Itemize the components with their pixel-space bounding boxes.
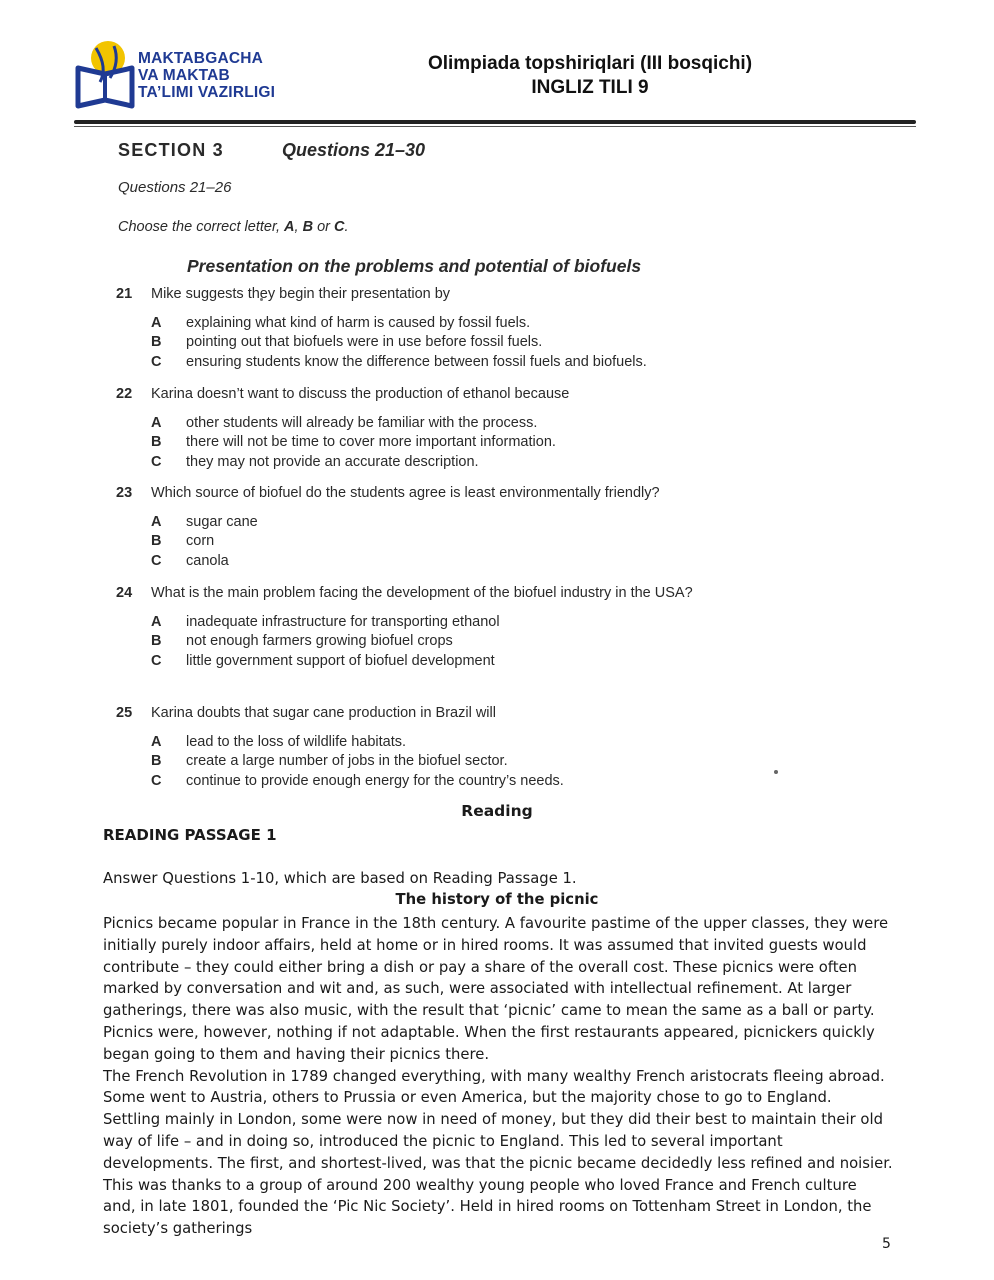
option-text: little government support of biofuel development xyxy=(186,652,495,669)
page-number: 5 xyxy=(882,1236,891,1252)
question-stem: Karina doesn’t want to discuss the production of ethanol because xyxy=(151,386,570,402)
option-text: not enough farmers growing biofuel crops xyxy=(186,633,453,649)
options-list xyxy=(151,733,756,792)
option-letter: B xyxy=(151,753,162,769)
answer-instruction: Answer Questions 1-10, which are based on Reading Passage 1. xyxy=(103,870,577,887)
question-stem: Karina doubts that sugar cane production in Brazil will xyxy=(151,705,496,721)
option-letter: C xyxy=(151,652,162,669)
option-letter: C xyxy=(151,353,162,370)
ministry-logo-icon xyxy=(74,38,136,110)
ministry-name-line: VA MAKTAB xyxy=(138,67,230,84)
option-letter: B xyxy=(151,334,162,350)
option-text: they may not provide an accurate description. xyxy=(186,453,479,470)
question-number: 25 xyxy=(116,705,133,721)
options-list xyxy=(151,513,756,572)
option-text: inadequate infrastructure for transporting ethanol xyxy=(186,613,500,630)
instruction xyxy=(118,219,349,235)
options-list xyxy=(151,314,756,373)
instruction-end: . xyxy=(344,219,349,235)
options-list xyxy=(151,414,756,473)
options-list xyxy=(151,613,716,672)
instruction-letter-b: B xyxy=(302,219,314,235)
option-b xyxy=(151,333,756,353)
option-b xyxy=(151,433,756,453)
option-text: pointing out that biofuels were in use before fossil fuels. xyxy=(186,334,543,350)
question-24 xyxy=(116,584,716,671)
option-text: create a large number of jobs in the biofuel sector. xyxy=(186,753,508,769)
option-b xyxy=(151,632,716,652)
subject-title: INGLIZ TILI 9 xyxy=(531,77,649,98)
instruction-text: Choose the correct letter, xyxy=(118,219,285,235)
question-25 xyxy=(116,704,756,791)
option-a xyxy=(151,733,756,753)
option-text: other students will already be familiar with the process. xyxy=(186,414,538,431)
reading-heading: Reading xyxy=(461,802,533,820)
question-22 xyxy=(116,385,756,472)
question-stem: Which source of biofuel do the students agree is least environmentally friendly? xyxy=(151,485,660,501)
option-a xyxy=(151,314,756,334)
option-letter: A xyxy=(151,314,162,331)
option-letter: B xyxy=(151,533,162,549)
option-letter: C xyxy=(151,453,162,470)
question-number: 21 xyxy=(116,286,133,302)
question-number: 23 xyxy=(116,485,133,501)
question-number: 22 xyxy=(116,386,133,402)
option-text: ensuring students know the difference between fossil fuels and biofuels. xyxy=(186,353,647,370)
question-23 xyxy=(116,484,756,571)
article-paragraph: The French Revolution in 1789 changed everything, with many wealthy French aristocrats fleeing abroad. Some went to Austria, others to Prussia or even America, but the majority chose to go to England. Settling mainly in London, some were now in need of money, but they did their best to maintain their old way of life – and in doing so, introduced the picnic to England. This led to several important developments. The first, and shortest-lived, was that the picnic became decidedly less refined and noisier. This was thanks to a group of around 200 wealthy young people who loved France and French culture and, in late 1801, founded the ‘Pic Nic Society’. Held in hired rooms on Tottenham Street in London, the society’s gatherings xyxy=(103,1067,893,1238)
question-stem: What is the main problem facing the development of the biofuel industry in the USA? xyxy=(151,585,693,601)
instruction-letter-a: A xyxy=(284,219,295,235)
questions-subrange: Questions 21–26 xyxy=(118,179,232,196)
ministry-name xyxy=(138,50,275,101)
instruction-or: or xyxy=(313,219,335,235)
section-questions-range: Questions 21–30 xyxy=(282,140,426,160)
ministry-name-line: MAKTABGACHA xyxy=(138,50,264,67)
passage-title: READING PASSAGE 1 xyxy=(103,826,277,844)
option-b xyxy=(151,532,756,552)
option-letter: C xyxy=(151,772,162,789)
option-text: there will not be time to cover more important information. xyxy=(186,434,556,450)
presentation-title: Presentation on the problems and potential of biofuels xyxy=(187,256,642,276)
header-divider-thin xyxy=(74,126,916,127)
option-letter: A xyxy=(151,414,162,431)
option-c xyxy=(151,652,716,672)
option-text: corn xyxy=(186,533,215,549)
option-c xyxy=(151,772,756,792)
question-number: 24 xyxy=(116,585,133,601)
question-21 xyxy=(116,285,756,372)
page-header xyxy=(0,0,994,130)
option-c xyxy=(151,552,756,572)
article-title: The history of the picnic xyxy=(395,891,599,908)
option-a xyxy=(151,513,756,533)
option-c xyxy=(151,453,756,473)
option-text: lead to the loss of wildlife habitats. xyxy=(186,733,407,750)
question-stem: Mike suggests they begin their presentation by xyxy=(151,286,451,302)
option-letter: A xyxy=(151,733,162,750)
instruction-sep: , xyxy=(294,219,303,235)
option-letter: C xyxy=(151,552,162,569)
ministry-name-line: TA’LIMI VAZIRLIGI xyxy=(138,84,276,101)
instruction-letter-c: C xyxy=(334,219,345,235)
option-letter: B xyxy=(151,434,162,450)
article-paragraph: Picnics became popular in France in the 18th century. A favourite pastime of the upper classes, they were initially purely indoor affairs, held at home or in hired rooms. It was assumed that invited guests would contribute – they could either bring a dish or pay a share of the overall cost. These picnics were often marked by conversation and wit and, as such, were associated with intellectual refinement. At larger gatherings, there was also music, with the result that ‘picnic’ came to mean the same as a ball or party. Picnics were, however, nothing if not adaptable. When the first restaurants appeared, picnickers quickly began going to them and having their picnics there. xyxy=(103,915,889,1063)
option-text: explaining what kind of harm is caused by fossil fuels. xyxy=(186,314,531,331)
option-text: sugar cane xyxy=(186,513,258,530)
option-b xyxy=(151,752,756,772)
option-letter: B xyxy=(151,633,162,649)
option-c xyxy=(151,353,756,373)
scan-speck xyxy=(774,770,778,774)
option-letter: A xyxy=(151,513,162,530)
section-label: SECTION 3 xyxy=(118,140,224,160)
option-text: continue to provide enough energy for the country’s needs. xyxy=(186,772,564,789)
header-divider xyxy=(74,120,916,124)
option-a xyxy=(151,414,756,434)
olympiad-stage-title: Olimpiada topshiriqlari (III bosqichi) xyxy=(427,53,753,74)
article-body xyxy=(103,913,893,1240)
option-a xyxy=(151,613,716,633)
option-text: canola xyxy=(186,552,229,569)
header-title xyxy=(330,52,850,100)
option-letter: A xyxy=(151,613,162,630)
